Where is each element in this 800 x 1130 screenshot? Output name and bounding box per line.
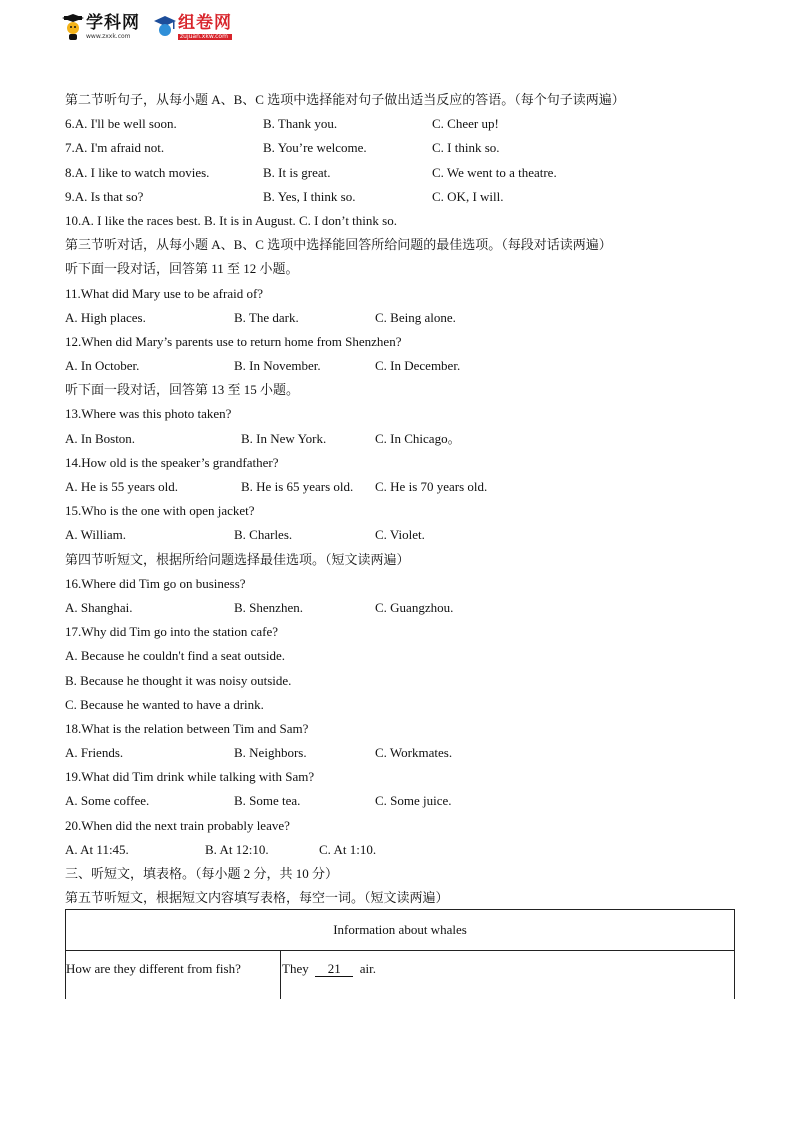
table-row (65, 950, 735, 999)
option-b[interactable]: B. The dark. (234, 309, 299, 325)
option-b[interactable]: B. He is 65 years old. (241, 479, 354, 494)
options-line (65, 306, 745, 330)
text-line: 第三节听对话，从每小题 A、B、C 选项中选择能回答所给问题的最佳选项。（每段对话读两遍） (65, 237, 612, 253)
answer-suffix: air. (359, 961, 376, 976)
option-b[interactable]: B. At 12:10. (205, 841, 269, 857)
option-c[interactable]: C. We went to a theatre. (432, 164, 557, 180)
graduate-cap-icon (154, 14, 176, 40)
option-b[interactable]: B. In New York. (241, 430, 327, 446)
option-b[interactable]: B. Shenzhen. (234, 599, 303, 615)
text-line: 11.What did Mary use to be afraid of? (65, 285, 264, 301)
option-c[interactable]: C. Cheer up! (432, 116, 499, 132)
text-line: 18.What is the relation between Tim and Sam? (65, 720, 309, 736)
option-c[interactable]: C. OK, I will. (432, 188, 504, 204)
option-b[interactable]: B. Some tea. (234, 793, 301, 809)
zujuanwang-logo[interactable] (154, 14, 232, 40)
options-line (65, 185, 745, 209)
xuekewang-logo[interactable] (62, 14, 140, 40)
option-a[interactable]: A. In October. (65, 358, 140, 374)
options-line (65, 161, 745, 185)
table-divider (280, 950, 281, 999)
text-line: 第二节听句子，从每小题 A、B、C 选项中选择能对句子做出适当反应的答语。（每个句子读两遍） (65, 92, 625, 107)
table-border-right (734, 950, 735, 999)
options-line (65, 475, 745, 499)
text-line: 16.Where did Tim go on business? (65, 575, 246, 591)
option-b[interactable]: B. It is great. (263, 164, 331, 180)
whale-info-table (65, 909, 735, 999)
text-line: A. Because he couldn't find a seat outside. (65, 648, 286, 664)
text-line: 第四节听短文，根据所给问题选择最佳选项。（短文读两遍） (65, 551, 410, 567)
option-c[interactable]: C. At 1:10. (319, 841, 377, 857)
options-line (65, 741, 745, 765)
logo-url: www.zxxk.com (86, 32, 131, 40)
option-b[interactable]: B. Neighbors. (234, 745, 307, 761)
options-line (65, 523, 745, 547)
answer-prefix: They (282, 961, 309, 976)
answer-blank-21[interactable]: 21 (315, 962, 353, 977)
table-title: Information about whales (65, 909, 735, 951)
text-line: 听下面一段对话，回答第 11 至 12 小题。 (65, 261, 299, 277)
logo-name: 组卷网 (178, 12, 232, 33)
option-a[interactable]: A. William. (65, 527, 126, 543)
option-b[interactable]: B. You’re welcome. (263, 140, 367, 156)
text-line: 20.When did the next train probably leave? (65, 817, 290, 833)
options-line (65, 354, 745, 378)
option-a[interactable]: 7.A. I'm afraid not. (65, 140, 165, 156)
option-c[interactable]: C. He is 70 years old. (375, 479, 488, 494)
option-c[interactable]: C. I think so. (432, 140, 500, 156)
option-a[interactable]: 8.A. I like to watch movies. (65, 164, 210, 180)
option-c[interactable]: C. Being alone. (375, 309, 456, 325)
text-line: 14.How old is the speaker’s grandfather? (65, 454, 279, 470)
logo-url: zujuan.xkw.com (178, 34, 232, 40)
options-line (65, 112, 745, 136)
options-line (65, 789, 745, 813)
text-line: 17.Why did Tim go into the station cafe? (65, 624, 279, 640)
student-mascot-icon (62, 14, 84, 40)
text-line: 15.Who is the one with open jacket? (65, 503, 255, 519)
option-c[interactable]: C. In December. (375, 358, 461, 374)
option-b[interactable]: B. In November. (234, 358, 321, 374)
options-line (65, 596, 745, 620)
option-a[interactable]: A. In Boston. (65, 430, 136, 446)
option-c[interactable]: C. Guangzhou. (375, 599, 454, 615)
option-b[interactable]: B. Thank you. (263, 116, 338, 132)
table-answer-cell (282, 961, 376, 977)
options-line (65, 136, 745, 160)
options-line (65, 838, 745, 862)
text-line: 12.When did Mary’s parents use to return home from Shenzhen? (65, 333, 402, 349)
option-c[interactable]: C. Workmates. (375, 745, 453, 761)
text-line: 19.What did Tim drink while talking with Sam? (65, 769, 315, 785)
option-b[interactable]: B. Yes, I think so. (263, 188, 356, 204)
logo-name: 学科网 (86, 12, 140, 33)
option-a[interactable]: A. Some coffee. (65, 793, 150, 809)
table-question-cell: How are they different from fish? (66, 961, 241, 976)
text-line: 第五节听短文，根据短文内容填写表格，每空一词。（短文读两遍） (65, 890, 449, 906)
option-c[interactable]: C. Violet. (375, 527, 425, 543)
option-a[interactable]: 9.A. Is that so? (65, 188, 144, 204)
option-a[interactable]: A. Friends. (65, 745, 124, 761)
exam-content (65, 88, 745, 910)
options-line (65, 427, 745, 451)
text-line: 10.A. I like the races best. B. It is in August. C. I don’t think so. (65, 212, 397, 228)
text-line: 13.Where was this photo taken? (65, 406, 232, 422)
option-a[interactable]: A. He is 55 years old. (65, 479, 179, 494)
page-header (62, 10, 246, 44)
text-line: B. Because he thought it was noisy outside. (65, 672, 292, 688)
option-a[interactable]: A. Shanghai. (65, 599, 133, 615)
text-line: 三、听短文，填表格。（每小题 2 分，共 10 分） (65, 866, 339, 881)
text-line: 听下面一段对话，回答第 13 至 15 小题。 (65, 382, 300, 398)
option-c[interactable]: C. Some juice. (375, 793, 452, 809)
text-line: C. Because he wanted to have a drink. (65, 696, 264, 712)
option-b[interactable]: B. Charles. (234, 527, 293, 543)
option-a[interactable]: 6.A. I'll be well soon. (65, 116, 177, 132)
option-a[interactable]: A. At 11:45. (65, 841, 129, 857)
option-c[interactable]: C. In Chicago。 (375, 430, 461, 446)
option-a[interactable]: A. High places. (65, 309, 146, 325)
